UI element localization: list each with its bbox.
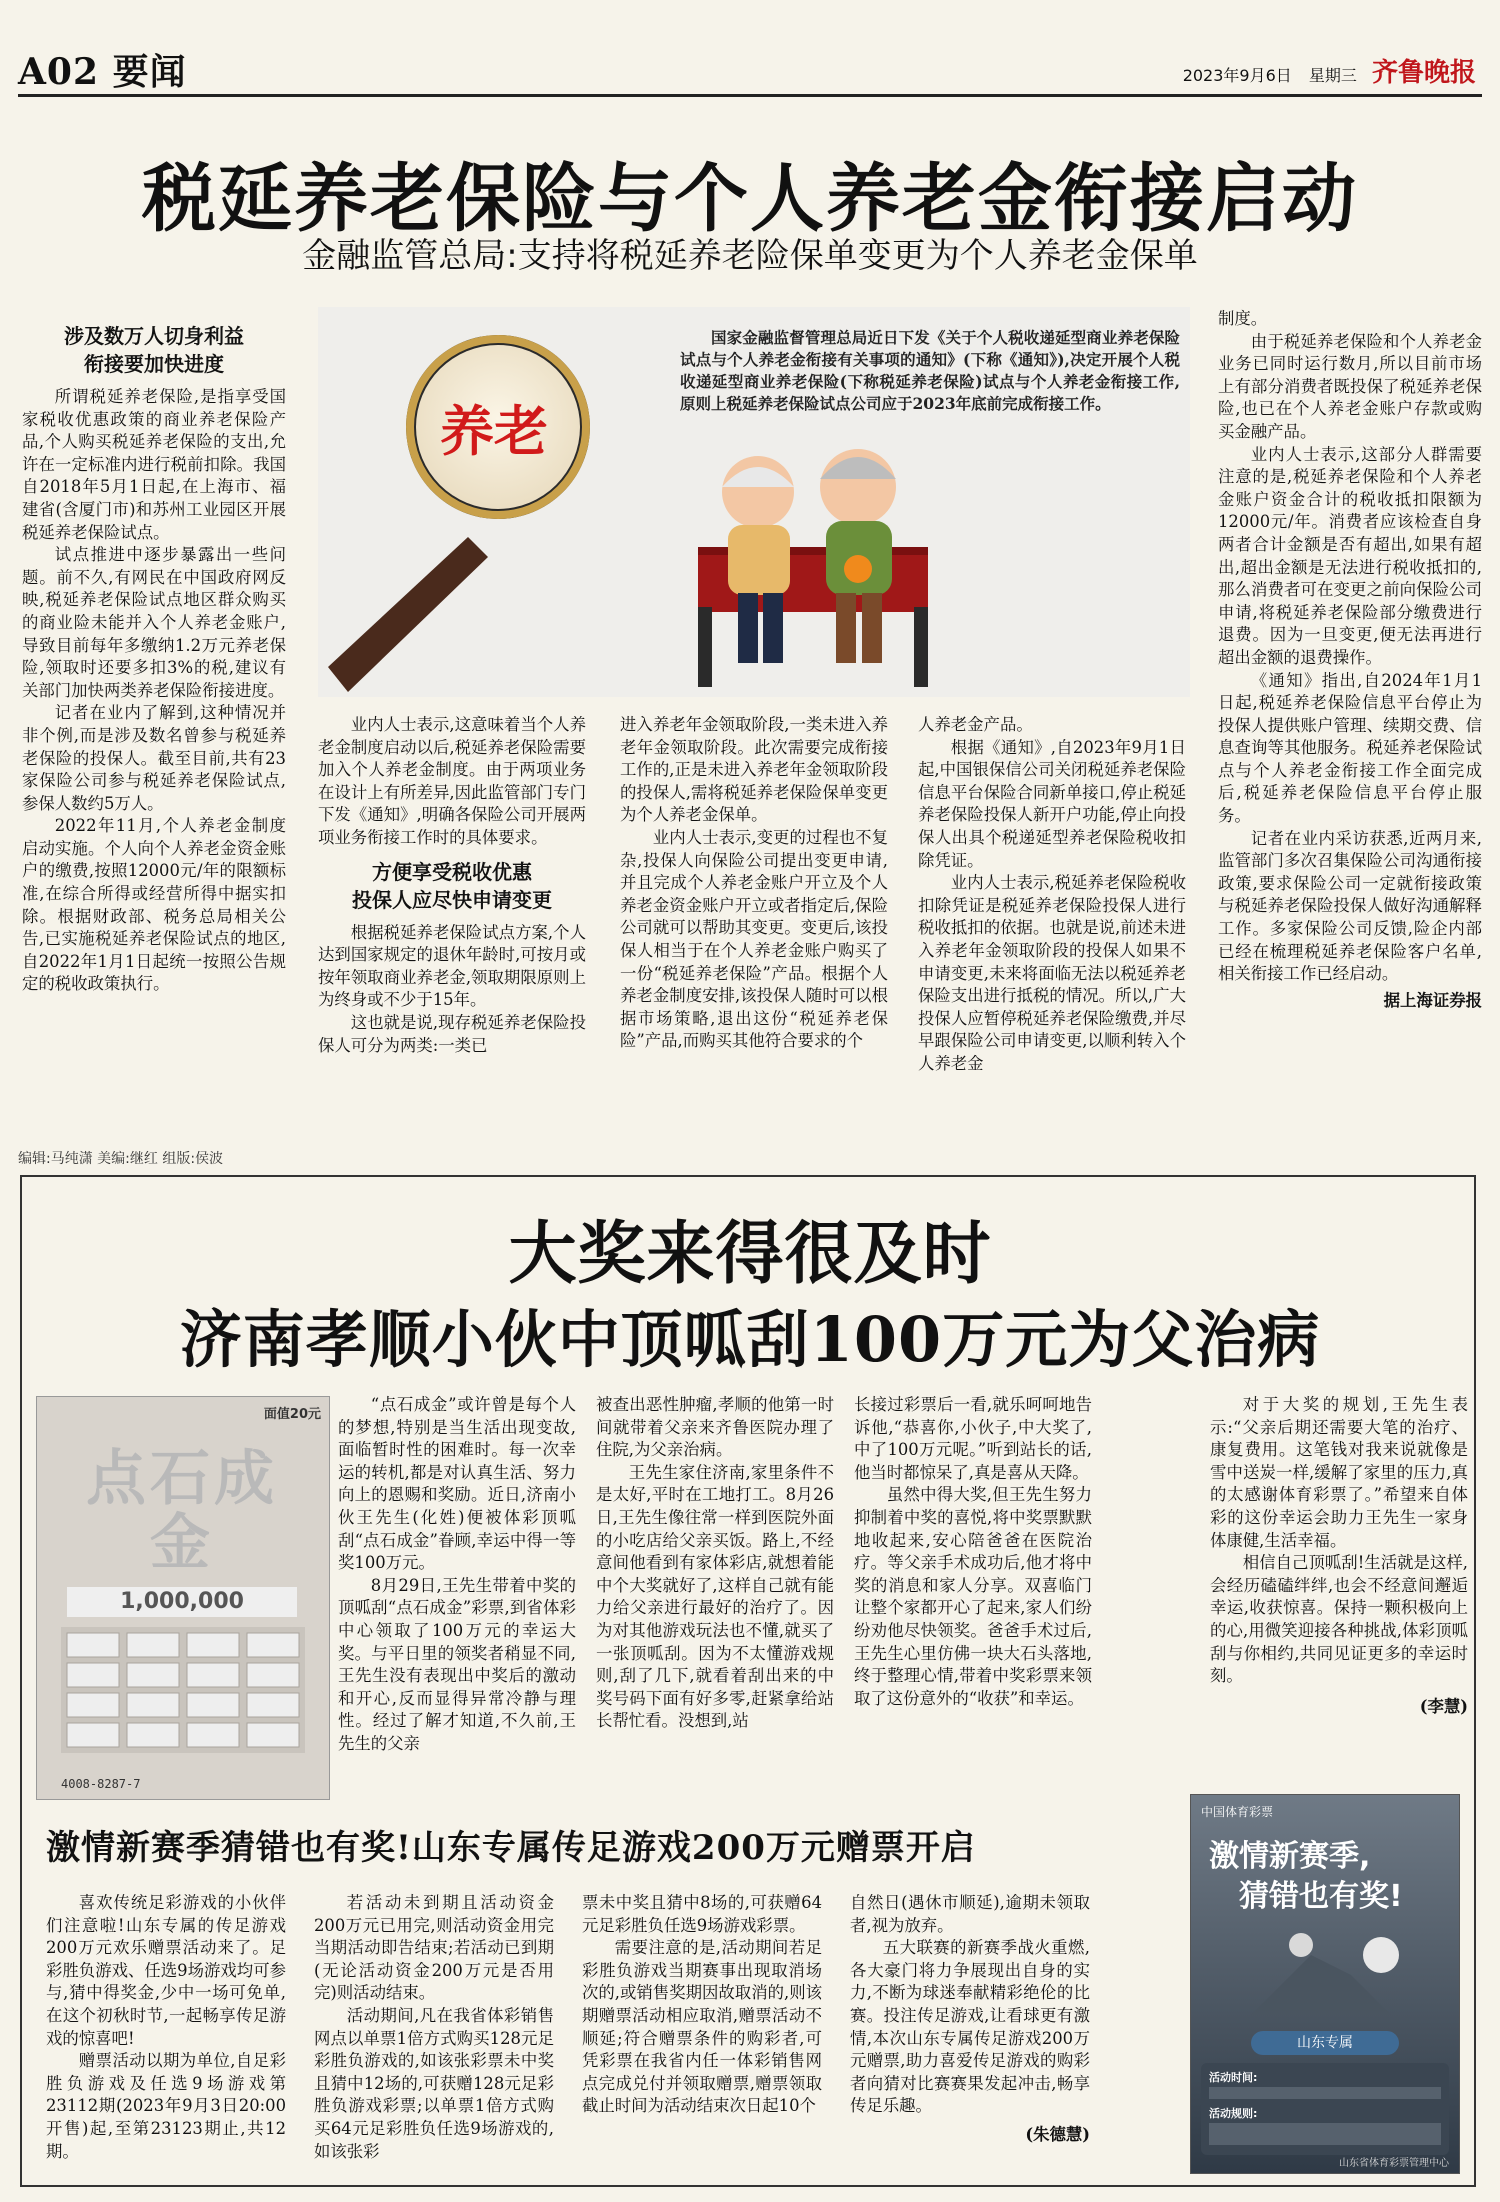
paragraph: 票未中奖且猜中8场的,可获赠64元足彩胜负任选9场游戏彩票。 xyxy=(582,1893,822,1935)
newspaper-brand: 齐鲁晚报 xyxy=(1371,58,1476,88)
paragraph: 进入养老年金领取阶段,一类未进入养老年金领取阶段。此次需要完成衔接工作的,正是未进入养老年金领取阶段的投保人,需将税延养老保险保单变更为个人养老金保单。 xyxy=(620,715,888,825)
football-player-icon xyxy=(1231,1915,1421,2025)
article2-headline-line1: 大奖来得很及时 xyxy=(508,1214,992,1294)
editor-line: 编辑:马纯潇 美编:继红 组版:侯波 xyxy=(18,1151,224,1167)
page-label: A02 要闻 xyxy=(18,51,187,93)
paragraph: 赠票活动以期为单位,自足彩胜负游戏及任选9场游戏第23112期(2023年9月3日20:00开售)起,至第23123期止,共12期。 xyxy=(46,2051,286,2161)
article2-headline-line2: 济南孝顺小伙中顶呱刮100万元为父治病 xyxy=(179,1303,1321,1376)
ticket-footer: 4008-8287-7 xyxy=(61,1777,141,1791)
paragraph: 五大联赛的新赛季战火重燃,各大豪门将力争展现出自身的实力,不断为球迷奉献精彩绝伦的比赛。投注传足游戏,让看球更有激情,本次山东专属传足游戏200万元赠票,助力喜爱传足游戏的购彩者向猜对比赛赛果发起冲击,畅享传足乐趣。 xyxy=(850,1938,1090,2116)
poster-footer: 山东省体育彩票管理中心 xyxy=(1339,2158,1449,2169)
paragraph: 王先生家住济南,家里条件不是太好,平时在工地打工。8月26日,王先生像往常一样到医院外面的小吃店给父亲买饭。路上,不经意间他看到有家体彩店,就想着能中个大奖就好了,这样自己就有能力给父亲进行最好的治疗了。因为对其他游戏玩法也不懂,就买了一张顶呱刮。因为不太懂游戏规则,刮了几下,就看着刮出来的中奖号码下面有好多零,赶紧拿给站长帮忙看。没想到,站 xyxy=(596,1462,834,1731)
poster-info-panel xyxy=(1201,2063,1449,2155)
poster-title-1: 激情新赛季, xyxy=(1209,1839,1371,1874)
article2-col1 xyxy=(338,1394,576,1756)
article3-credit: (朱德慧) xyxy=(1025,2124,1090,2144)
ticket-price: 面值20元 xyxy=(263,1407,321,1422)
poster-time-label: 活动时间: xyxy=(1209,2071,1258,2084)
paragraph: 若活动未到期且活动资金200万元已用完,则活动资金用完当期活动即告结束;若活动已到期(无论活动资金200万元是否用完)则活动结束。 xyxy=(314,1893,554,2003)
paragraph: 根据税延养老保险试点方案,个人达到国家规定的退休年龄时,可按月或按年领取商业养老金,领取期限原则上为终身或不少于15年。 xyxy=(318,922,586,1010)
article1-col5 xyxy=(1218,308,1482,1012)
paragraph: 根据《通知》,自2023年9月1日起,中国银保信公司关闭税延养老保险信息平台保险合同新单接口,停止税延养老保险投保人新开户功能,停止向投保人出具个税递延型养老保险税收扣除凭证。 xyxy=(918,737,1186,870)
article1-credit: 据上海证券报 xyxy=(1383,990,1482,1010)
poster-brand: 中国体育彩票 xyxy=(1201,1805,1274,1819)
paragraph: 人养老金产品。 xyxy=(918,715,1033,734)
paragraph: 试点推进中逐步暴露出一些问题。前不久,有网民在中国政府网反映,税延养老保险试点地区群众购买的商业险未能并入个人养老金账户,导致目前每年多缴纳1.2万元养老保险,领取时还要多扣3%的税,建议有关部门加快两类养老保险衔接进度。 xyxy=(22,545,286,700)
poster-rule-label: 活动规则: xyxy=(1209,2107,1258,2120)
paragraph: 《通知》指出,自2024年1月1日起,税延养老保险信息平台停止为投保人提供账户管理、续期交费、信息查询等其他服务。税延养老保险试点与个人养老金衔接工作全面完成后,税延养老保险信息平台停止服务。 xyxy=(1218,670,1482,826)
paragraph: 相信自己顶呱刮!生活就是这样,会经历磕磕绊绊,也会不经意间邂逅幸运,收获惊喜。保持一颗积极向上的心,用微笑迎接各种挑战,体彩顶呱刮与你相约,共同见证更多的幸运时刻。 xyxy=(1210,1553,1468,1686)
promo-poster xyxy=(1190,1794,1460,2174)
paragraph: 需要注意的是,活动期间若足彩胜负游戏当期赛事出现取消场次的,或销售奖期因故取消的,则该期赠票活动相应取消,赠票活动不顺延;符合赠票条件的购彩者,可凭彩票在我省内任一体彩销售网点完成兑付并领取赠票,赠票领取截止时间为活动结束次日起10个 xyxy=(582,1938,822,2116)
article3-col1 xyxy=(46,1892,286,2163)
paragraph: 自然日(遇休市顺延),逾期未领取者,视为放弃。 xyxy=(850,1893,1090,1935)
paragraph: 活动期间,凡在我省体彩销售网点以单票1倍方式购买128元足彩胜负游戏的,如该张彩票未中奖且猜中12场的,可获赠128元足彩胜负游戏彩票;以单票1倍方式购买64元足彩胜负任选9场游戏的,如该张彩 xyxy=(314,2005,554,2161)
paragraph: 长接过彩票后一看,就乐呵呵地告诉他,“恭喜你,小伙子,中大奖了,中了100万元呢。”听到站长的话,他当时都惊呆了,真是喜从天降。 xyxy=(854,1395,1092,1482)
article3-col4 xyxy=(850,1892,1090,2147)
issue-date: 2023年9月6日 xyxy=(1182,66,1292,85)
paragraph: 虽然中得大奖,但王先生努力抑制着中奖的喜悦,将中奖票默默地收起来,安心陪爸爸在医院治疗。等父亲手术成功后,他才将中奖的消息和家人分享。双喜临门让整个家都开心了起来,家人们纷纷劝他尽快领奖。爸爸手术过后,王先生心里仿佛一块大石头落地,终于整理心情,带着中奖彩票来领取了这份意外的“收获”和幸运。 xyxy=(854,1485,1092,1708)
issue-weekday: 星期三 xyxy=(1308,66,1357,85)
photo-caption: 国家金融监督管理总局近日下发《关于个人税收递延型商业养老保险试点与个人养老金衔接有关事项的通知》(下称《通知》),决定开展个人税收递延型商业养老保险(下称税延养老保险)试点与个人养老金衔接工作,原则上税延养老保险试点公司应于2023年底前完成衔接工作。 xyxy=(680,328,1180,413)
article3-col2 xyxy=(314,1892,554,2163)
paragraph: “点石成金”或许曾是每个人的梦想,特别是当生活出现变故,面临暂时性的困难时。每一次幸运的转机,都是对认真生活、努力向上的恩赐和奖励。近日,济南小伙王先生(化姓)便被体彩顶呱刮“点石成金”眷顾,幸运中得一等奖100万元。 xyxy=(338,1395,576,1573)
article1-col3 xyxy=(620,714,888,1053)
article1-photo xyxy=(318,307,1190,697)
paragraph: 业内人士表示,变更的过程也不复杂,投保人向保险公司提出变更申请,并且完成个人养老金账户开立及个人养老金资金账户开立或者指定后,保险公司就可以帮助其变更。变更后,该投保人相当于在个人养老金账户购买了一份“税延养老保险”产品。根据个人养老金制度安排,该投保人随时可以根据市场策略,退出这份“税延养老保险”产品,而购买其他符合要求的个 xyxy=(620,827,888,1051)
poster-time-text-block xyxy=(1209,2087,1441,2099)
paragraph: 喜欢传统足彩游戏的小伙伴们注意啦!山东专属的传足游戏200万元欢乐赠票活动来了。足彩胜负游戏、任选9场游戏均可参与,猜中得奖金,少中一场可免单,在这个初秋时节,一起畅享传足游戏的惊喜吧! xyxy=(46,1893,286,2048)
article2-col4 xyxy=(1210,1394,1468,1718)
paragraph: 2022年11月,个人养老金制度启动实施。个人向个人养老金资金账户的缴费,按照12000元/年的限额标准,在综合所得或经营所得中据实扣除。根据财政部、税务总局相关公告,已实施税延养老保险试点的地区,自2022年1月1日起统一按照公告规定的税收政策执行。 xyxy=(22,816,286,994)
article3-headline: 激情新赛季猜错也有奖!山东专属传足游戏200万元赠票开启 xyxy=(46,1828,976,1868)
article1-col2-title: 方便享受税收优惠 投保人应尽快申请变更 xyxy=(352,859,552,912)
ticket-prize: 1,000,000 xyxy=(67,1587,297,1617)
header-rule xyxy=(18,94,1482,97)
article3-col3 xyxy=(582,1892,822,2118)
paragraph: 业内人士表示,税延养老保险税收扣除凭证是税延养老保险投保人进行税收抵扣的依据。也就是说,前述未进入养老年金领取阶段的投保人如果不申请变更,未来将面临无法以税延养老保险支出进行抵税的情况。所以,广大投保人应暂停税延养老保险缴费,并尽早跟保险公司申请变更,以顺利转入个人养老金 xyxy=(918,873,1186,1073)
article1-headline: 税延养老保险与个人养老金衔接启动 xyxy=(142,156,1358,242)
article1-col2 xyxy=(318,714,586,1057)
paragraph: 业内人士表示,这部分人群需要注意的是,税延养老保险和个人养老金账户资金合计的税收抵扣限额为12000元/年。消费者应该检查自身两者合计金额是否有超出,如果有超出,超出金额是无法进行税收抵扣的,那么消费者可在变更之前向保险公司申请,将税延养老保险部分缴费进行退费。因为一旦变更,便无法再进行超出金额的退费操作。 xyxy=(1218,444,1482,667)
masthead-right xyxy=(1183,52,1476,89)
article1-col1 xyxy=(22,318,286,996)
ticket-title: 点石成金 xyxy=(86,1444,278,1578)
paragraph: 由于税延养老保险和个人养老金业务已同时运行数月,所以目前市场上有部分消费者既投保了税延养老保险,也已在个人养老金账户存款或购买金融产品。 xyxy=(1218,331,1482,441)
paragraph: 所谓税延养老保险,是指享受国家税收优惠政策的商业养老保险产品,个人购买税延养老保险的支出,允许在一定标准内进行税前扣除。我国自2018年5月1日起,在上海市、福建省(含厦门市)和苏州工业园区开展税延养老保险试点。 xyxy=(22,387,286,542)
poster-title-2: 猜错也有奖! xyxy=(1239,1879,1403,1914)
scratch-ticket-image xyxy=(36,1396,330,1800)
paragraph: 记者在业内了解到,这种情况并非个例,而是涉及数名曾参与税延养老保险的投保人。截至目前,共有23家保险公司参与税延养老保险试点,参保人数约5万人。 xyxy=(22,703,286,813)
photo-sign-text: 养老 xyxy=(440,400,548,463)
paragraph: 这也就是说,现存税延养老保险投保人可分为两类:一类已 xyxy=(318,1012,586,1055)
article2-credit: (李慧) xyxy=(1419,1696,1468,1716)
article2-col3 xyxy=(854,1394,1092,1710)
article2-col2 xyxy=(596,1394,834,1733)
article1-col4 xyxy=(918,714,1186,1076)
paragraph: 被查出恶性肿瘤,孝顺的他第一时间就带着父亲来齐鲁医院办理了住院,为父亲治病。 xyxy=(596,1395,834,1460)
ticket-grid-icon xyxy=(61,1627,305,1753)
paragraph: 记者在业内采访获悉,近两月来,监管部门多次召集保险公司沟通衔接政策,要求保险公司一定就衔接政策与税延养老保险投保人做好沟通解释工作。多家保险公司反馈,险企内部已经在梳理税延养老保险客户名单,相关衔接工作已经启动。 xyxy=(1218,828,1482,984)
poster-tag: 山东专属 xyxy=(1251,2031,1399,2055)
paragraph: 对于大奖的规划,王先生表示:“父亲后期还需要大笔的治疗、康复费用。这笔钱对我来说就像是雪中送炭一样,缓解了家里的压力,真的太感谢体育彩票了。”希望来自体彩的这份幸运会助力王先生一家身体康健,生活幸福。 xyxy=(1210,1395,1468,1550)
article1-subhead: 金融监管总局:支持将税延养老险保单变更为个人养老金保单 xyxy=(302,236,1198,276)
paragraph: 制度。 xyxy=(1218,309,1268,328)
poster-rule-text-block xyxy=(1209,2123,1441,2145)
paragraph: 业内人士表示,这意味着当个人养老金制度启动以后,税延养老保险需要加入个人养老金制度。由于两项业务在设计上有所差异,因此监管部门专门下发《通知》,明确各保险公司开展两项业务衔接工作时的具体要求。 xyxy=(318,715,586,847)
article1-col1-title: 涉及数万人切身利益 衔接要加快进度 xyxy=(64,324,244,376)
paragraph: 8月29日,王先生带着中奖的顶呱刮“点石成金”彩票,到省体彩中心领取了100万元的幸运大奖。与平日里的领奖者稍显不同,王先生没有表现出中奖后的激动和开心,反而显得异常冷静与理性。经过了解才知道,不久前,王先生的父亲 xyxy=(338,1575,576,1753)
